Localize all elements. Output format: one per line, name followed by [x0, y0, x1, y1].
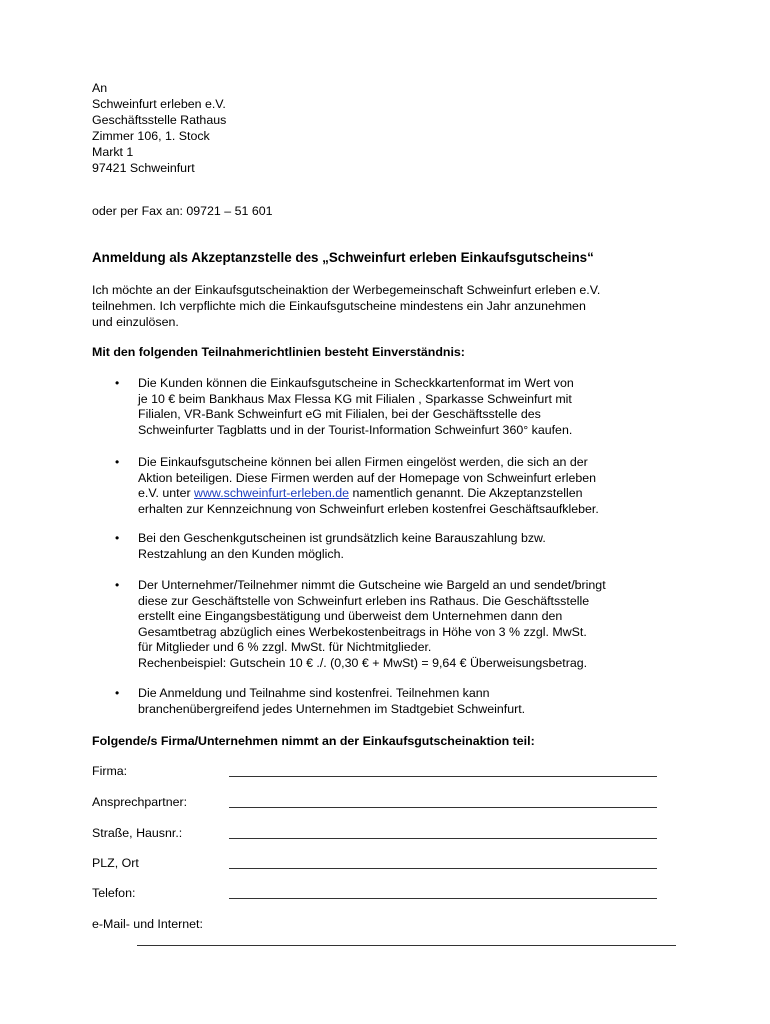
bullet-icon: •: [115, 686, 120, 700]
guideline-line: Die Einkaufsgutscheine können bei allen Firmen eingelöst werden, die sich an der: [138, 455, 588, 469]
intro-line: Ich möchte an der Einkaufsgutscheinaktion der Werbegemeinschaft Schweinfurt erleben e.V.: [92, 283, 601, 297]
guideline-line: Rechenbeispiel: Gutschein 10 € ./. (0,30 € + MwSt) = 9,64 € Überweisungsbetrag.: [138, 655, 588, 670]
website-link[interactable]: www.schweinfurt-erleben.de: [194, 486, 349, 500]
strasse-label: Straße, Hausnr.:: [92, 826, 183, 840]
plz-ort-field[interactable]: [229, 868, 657, 869]
guideline-text: namentlich genannt. Die Akzeptanzstellen: [349, 486, 583, 500]
ansprechpartner-field[interactable]: [229, 807, 657, 808]
guideline-line: Die Kunden können die Einkaufsgutscheine in Scheckkartenformat im Wert von: [138, 376, 574, 390]
guidelines-heading: Mit den folgenden Teilnahmerichtlinien besteht Einverständnis:: [92, 345, 465, 359]
form-heading: Folgende/s Firma/Unternehmen nimmt an der Einkaufsgutscheinaktion teil:: [92, 734, 535, 748]
document-title: Anmeldung als Akzeptanzstelle des „Schweinfurt erleben Einkaufsgutscheins“: [92, 250, 594, 265]
guideline-line: Schweinfurter Tagblatts und in der Tourist-Information Schweinfurt 360° kaufen.: [138, 422, 573, 437]
bullet-icon: •: [115, 376, 120, 390]
address-line: Zimmer 106, 1. Stock: [92, 129, 210, 143]
guideline-line: erhalten zur Kennzeichnung von Schweinfurt erleben kostenfrei Geschäftsaufkleber.: [138, 501, 599, 516]
address-line: Markt 1: [92, 145, 134, 159]
guideline-line: Gesamtbetrag abzüglich eines Werbekostenbeitrags in Höhe von 3 % zzgl. MwSt.: [138, 624, 587, 639]
bullet-icon: •: [115, 531, 120, 545]
guideline-item-redemption: [138, 455, 599, 517]
guideline-line: Die Anmeldung und Teilnahme sind kostenfrei. Teilnehmen kann: [138, 686, 490, 700]
intro-line: und einzulösen.: [92, 315, 179, 329]
telefon-label: Telefon:: [92, 886, 136, 900]
guideline-text: e.V. unter: [138, 486, 195, 500]
strasse-field[interactable]: [229, 838, 657, 839]
guideline-line: diese zur Geschäftstelle von Schweinfurt erleben ins Rathaus. Die Geschäftsstelle: [138, 593, 590, 608]
address-line: Geschäftsstelle Rathaus: [92, 113, 227, 127]
guideline-item-free: [138, 686, 525, 717]
plz-ort-label: PLZ, Ort: [92, 856, 139, 870]
fax-line: oder per Fax an: 09721 – 51 601: [92, 204, 273, 218]
address-line: An: [92, 81, 108, 95]
guideline-line: für Mitglieder und 6 % zzgl. MwSt. für Nichtmitglieder.: [138, 640, 432, 654]
guideline-line: Der Unternehmer/Teilnehmer nimmt die Gutscheine wie Bargeld an und sendet/bringt: [138, 578, 606, 592]
guideline-line: erstellt eine Eingangsbestätigung und überweist dem Unternehmen dann den: [138, 609, 563, 623]
guideline-line: [138, 486, 599, 502]
guideline-line: Filialen, VR-Bank Schweinfurt eG mit Filialen, bei der Geschäftsstelle des: [138, 407, 541, 421]
firma-label: Firma:: [92, 764, 128, 778]
intro-line: teilnehmen. Ich verpflichte mich die Einkaufsgutscheine mindestens ein Jahr anzunehmen: [92, 299, 586, 313]
firma-field[interactable]: [229, 776, 657, 777]
ansprechpartner-label: Ansprechpartner:: [92, 795, 188, 809]
address-line: Schweinfurt erleben e.V.: [92, 97, 226, 111]
email-internet-field[interactable]: [137, 945, 676, 946]
guideline-line: Aktion beteiligen. Diese Firmen werden auf der Homepage von Schweinfurt erleben: [138, 470, 597, 485]
bullet-icon: •: [115, 455, 120, 469]
guideline-item-no-cash: [138, 531, 546, 562]
guideline-item-settlement: [138, 578, 606, 671]
email-internet-label: e-Mail- und Internet:: [92, 917, 203, 931]
bullet-icon: •: [115, 578, 120, 592]
guideline-line: je 10 € beim Bankhaus Max Flessa KG mit Filialen , Sparkasse Schweinfurt mit: [138, 391, 572, 406]
telefon-field[interactable]: [229, 898, 657, 899]
guideline-line: Restzahlung an den Kunden möglich.: [138, 546, 344, 561]
recipient-address: [92, 80, 226, 176]
intro-paragraph: [92, 282, 692, 330]
guideline-item-purchase: [138, 376, 574, 438]
guideline-line: Bei den Geschenkgutscheinen ist grundsätzlich keine Barauszahlung bzw.: [138, 531, 546, 545]
guideline-line: branchenübergreifend jedes Unternehmen im Stadtgebiet Schweinfurt.: [138, 701, 526, 716]
address-line: 97421 Schweinfurt: [92, 161, 195, 175]
